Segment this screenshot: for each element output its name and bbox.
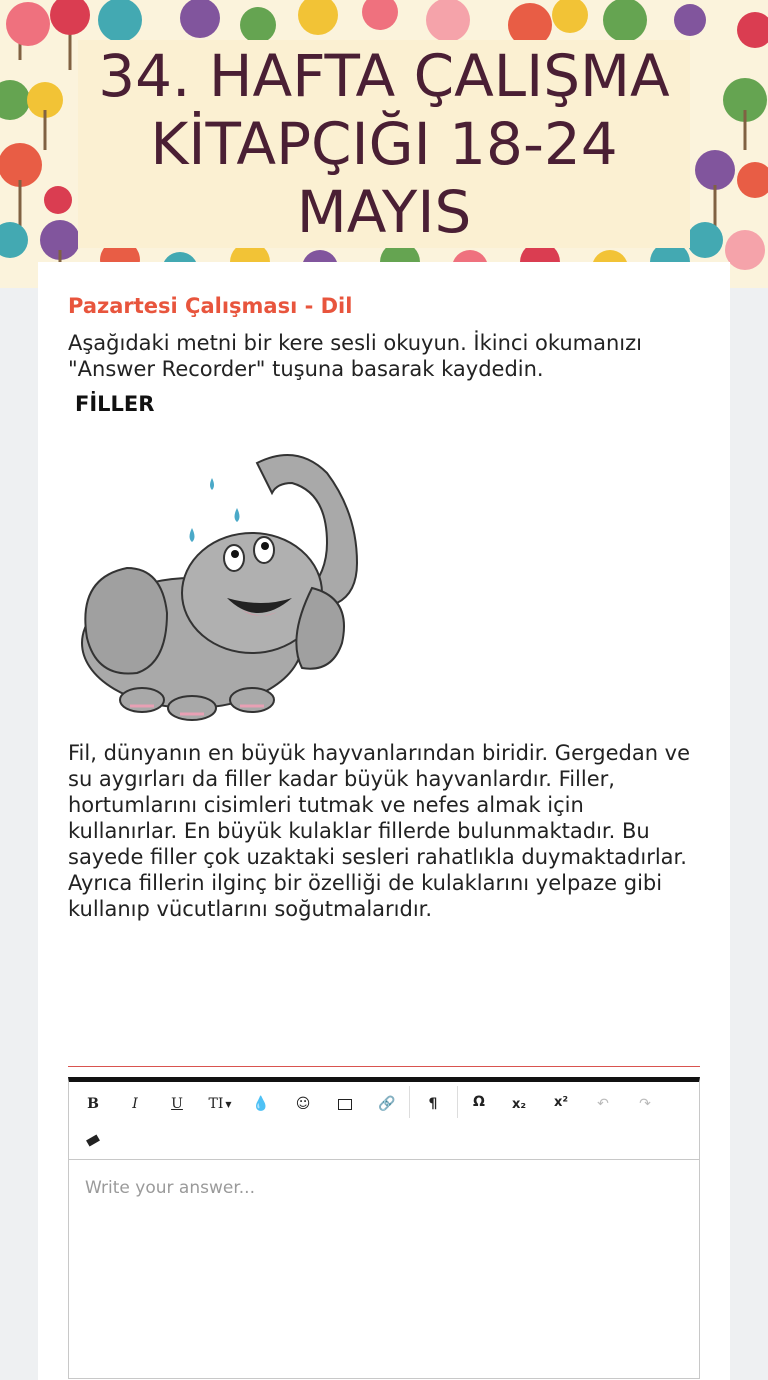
page-title: 34. HAFTA ÇALIŞMA KİTAPÇIĞI 18-24 MAYIS — [98, 42, 670, 246]
color-drop-icon: 💧 — [252, 1096, 270, 1112]
text-size-dropdown[interactable] — [203, 1090, 237, 1118]
toolbar-separator — [409, 1086, 410, 1118]
omega-icon: Ω — [473, 1094, 485, 1110]
paragraph-direction-button[interactable] — [419, 1090, 447, 1118]
text-size-label: TI — [208, 1096, 224, 1112]
section-divider — [68, 1066, 700, 1067]
underline-button[interactable]: U — [171, 1096, 183, 1112]
eraser-icon — [86, 1134, 100, 1146]
special-character-button[interactable] — [465, 1088, 493, 1116]
redo-button[interactable] — [631, 1090, 659, 1118]
image-icon — [338, 1099, 352, 1110]
emoji-button[interactable] — [289, 1090, 317, 1118]
link-icon: 🔗 — [378, 1096, 396, 1112]
toolbar-separator — [457, 1086, 458, 1118]
title-box — [78, 40, 690, 248]
italic-button[interactable]: I — [132, 1096, 138, 1112]
smiley-icon: ☺ — [295, 1096, 311, 1112]
story-text: Fil, dünyanın en büyük hayvanlarından biridir. Gergedan ve su aygırları da filler kadar büyük hayvanlardır. Filler, hortumlarını cisimleri tutmak ve nefes almak için kullanırlar. En büyük kulaklar fillerde bulunmaktadır. Bu sayede filler çok uzaktaki sesleri rahatlıkla duymaktadırlar. Ayrıca fillerin ilginç bir özelliği de kulaklarını yelpaze gibi kullanıp vücutlarını soğutmalarıdır. — [68, 741, 691, 921]
insert-link-button[interactable] — [373, 1090, 401, 1118]
story-title: FİLLER — [75, 392, 155, 416]
subscript-button[interactable]: x₂ — [511, 1096, 527, 1112]
header-banner — [0, 0, 768, 288]
paragraph-icon: ¶ — [428, 1096, 438, 1112]
undo-button[interactable] — [589, 1090, 617, 1118]
section-title: Pazartesi Çalışması - Dil — [68, 294, 353, 318]
editor-toolbar — [69, 1082, 699, 1160]
clear-format-button[interactable] — [79, 1126, 107, 1154]
text-color-button[interactable] — [247, 1090, 275, 1118]
elephant-illustration — [72, 438, 372, 728]
worksheet-card — [38, 262, 730, 1380]
undo-icon: ↶ — [597, 1096, 609, 1112]
answer-input[interactable] — [85, 1178, 675, 1368]
superscript-button[interactable]: x² — [553, 1094, 569, 1110]
chevron-down-icon: ▼ — [225, 1099, 232, 1109]
answer-editor — [68, 1077, 700, 1379]
bold-button[interactable]: B — [87, 1096, 99, 1112]
insert-image-button[interactable] — [331, 1090, 359, 1118]
redo-icon: ↷ — [639, 1096, 651, 1112]
instructions-text: Aşağıdaki metni bir kere sesli okuyun. İkinci okumanızı "Answer Recorder" tuşuna basarak kaydedin. — [68, 331, 642, 381]
